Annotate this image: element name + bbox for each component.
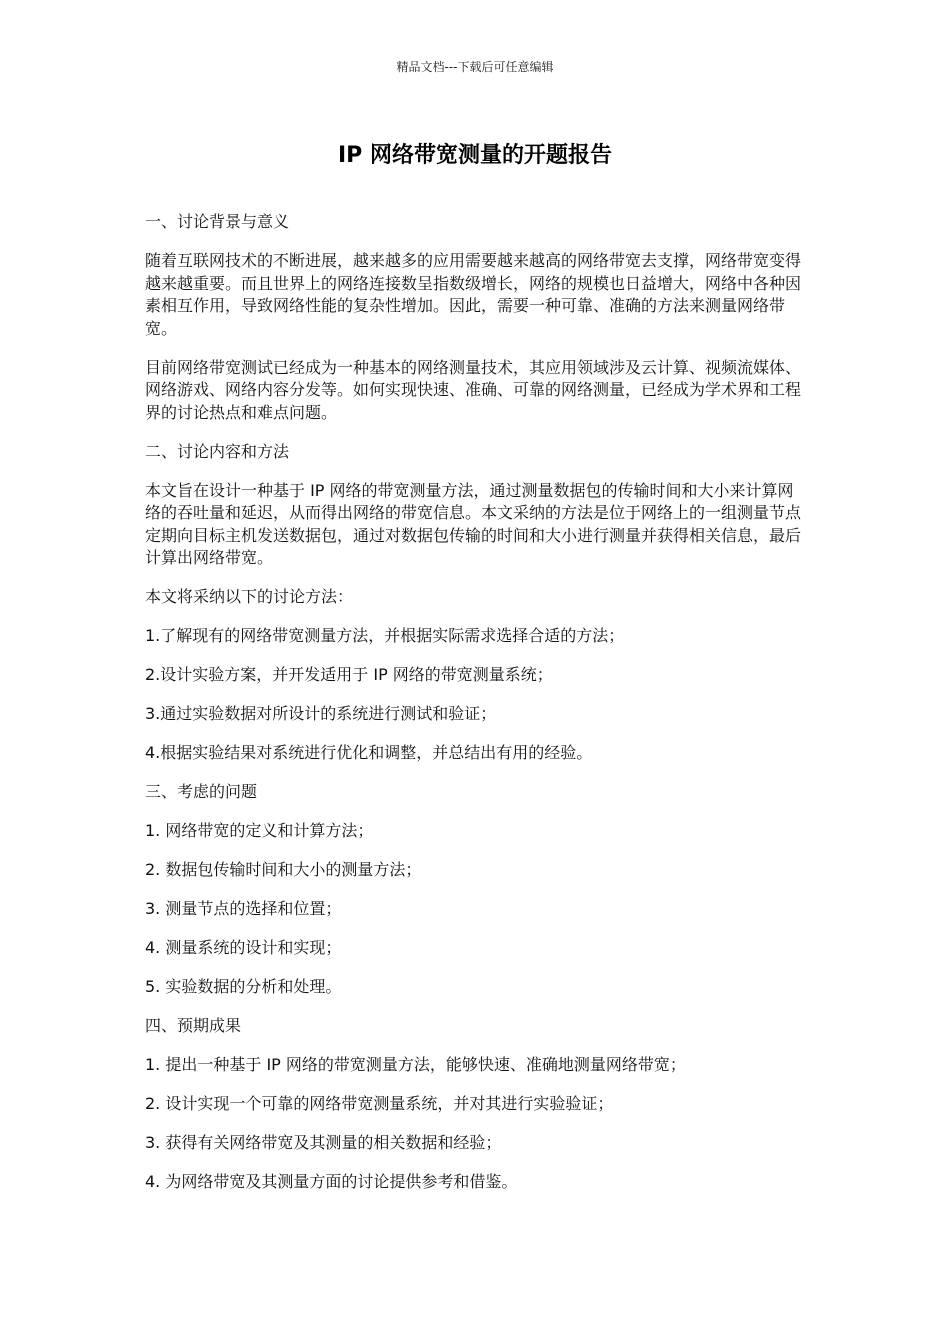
document-body [145, 211, 805, 1210]
paragraph: 目前网络带宽测试已经成为一种基本的网络测量技术，其应用领域涉及云计算、视频流媒体、网络游戏、网络内容分发等。如何实现快速、准确、可靠的网络测量，已经成为学术界和工程界的讨论热点和难点问题。 [145, 357, 802, 422]
list-item: 2. 设计实现一个可靠的网络带宽测量系统，并对其进行实验验证； [145, 1094, 614, 1113]
page-header-note: 精品文档---下载后可任意编辑 [396, 60, 554, 74]
list-item: 5. 实验数据的分析和处理。 [145, 977, 342, 996]
list-item: 1.了解现有的网络带宽测量方法，并根据实际需求选择合适的方法； [145, 626, 625, 645]
paragraph: 本文旨在设计一种基于 IP 网络的带宽测量方法，通过测量数据包的传输时间和大小来计算网络的吞吐量和延迟，从而得出网络的带宽信息。本文采纳的方法是位于网络上的一组测量节点定期向目标主机发送数据包，通过对数据包传输的时间和大小进行测量并获得相关信息，最后计算出网络带宽。 [145, 480, 802, 567]
list-item: 3. 测量节点的选择和位置； [145, 899, 342, 918]
section-heading-content-methods: 二、讨论内容和方法 [145, 441, 290, 461]
section-heading-background: 一、讨论背景与意义 [145, 212, 290, 231]
list-item: 1. 提出一种基于 IP 网络的带宽测量方法，能够快速、准确地测量网络带宽； [145, 1055, 686, 1074]
list-item: 3.通过实验数据对所设计的系统进行测试和验证； [145, 704, 497, 723]
list-item: 4. 测量系统的设计和实现； [145, 938, 342, 957]
list-item: 2.设计实验方案，并开发适用于 IP 网络的带宽测量系统； [145, 665, 553, 684]
paragraph: 本文将采纳以下的讨论方法： [145, 587, 354, 606]
list-item: 3. 获得有关网络带宽及其测量的相关数据和经验； [145, 1133, 502, 1152]
list-item: 4.根据实验结果对系统进行优化和调整，并总结出有用的经验。 [145, 743, 593, 762]
document-title: IP 网络带宽测量的开题报告 [338, 143, 612, 168]
paragraph: 随着互联网技术的不断进展，越来越多的应用需要越来越高的网络带宽去支撑，网络带宽变得越来越重要。而且世界上的网络连接数呈指数级增长，网络的规模也日益增大，网络中各种因素相互作用，导致网络性能的复杂性增加。因此，需要一种可靠、准确的方法来测量网络带宽。 [145, 251, 802, 338]
section-heading-expected-results: 四、预期成果 [145, 1016, 242, 1035]
list-item: 1. 网络带宽的定义和计算方法； [145, 821, 374, 840]
list-item: 4. 为网络带宽及其测量方面的讨论提供参考和借鉴。 [145, 1172, 518, 1191]
list-item: 2. 数据包传输时间和大小的测量方法； [145, 860, 422, 879]
section-heading-issues: 三、考虑的问题 [145, 782, 258, 801]
